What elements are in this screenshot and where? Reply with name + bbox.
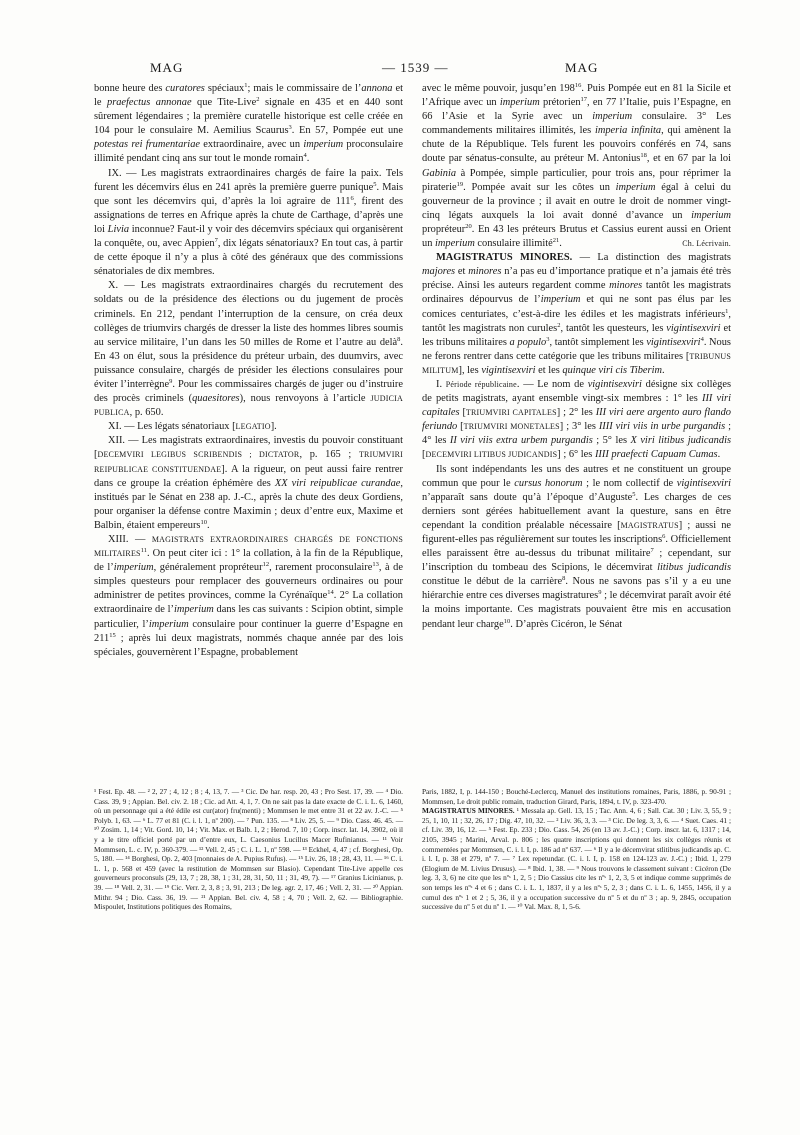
running-head [0, 60, 800, 80]
paragraph-cursus: Ils sont indépendants les uns des autres et ne constituent un groupe commun que pour le cursus honorum ; le nom collectif de vigintisexviri n’apparaît sans doute qu’à l’époque d’Auguste$^5$. Les charges de ces derniers sont gérées habituellement avant la questure, sans en être cependant la condition préalable nécessaire [MAGISTRATUS] ; aussi ne figurent-elles pas régulièrement sur toutes les inscriptions$^6$. Officiellement elles paraissent être au-dessus du tribunat militaire$^7$ ; cependant, sur l’inscription du tombeau des Scipions, le décemvirat litibus judicandis constitue le début de la carrière$^8$. Nous ne savons pas s’il y a eu une hiérarchie entre ces diverses magistratures$^9$ ; le décemvirat paraît avoir été la moins importante. Ces magistrats pouvaient être mis en accusation pendant leur charge$^{10}$. D’après Cicéron, le Sénat [422, 463, 732, 630]
section-xi: XI. — Les légats sénatoriaux [LEGATIO]. [108, 421, 277, 433]
cross-ref-legatio: LEGATIO [235, 422, 271, 432]
left-column [94, 82, 403, 660]
subsection-heading: Période républicaine [445, 379, 517, 389]
section-xii: XII. — Les magistrats extraordinaires, investis du pouvoir constituant [DECEMVIRI LEGIBUS SCRIBENDIS ; DICTATOR, p. 165 ; TRIUMVIRI REIPUBLICAE CONSTITUENDAE]. A la rigueur, on peut aussi faire rentrer dans ce groupe la création éphémère des XX viri reipublicae curandae, institués par le Sénat en 238 ap. J.-C., après la chute des deux Gordiens, pour organiser la défense contre Maximin ; deux d’entre eux, Maxime et Balbin, étaient empereurs$^{10}$. [94, 435, 403, 531]
footnotes-right [422, 787, 731, 912]
section-xiii-heading: MAGISTRATS EXTRAORDINAIRES CHARGÉS DE FONCTIONS MILITAIRES [94, 535, 404, 559]
author-signature: Ch. Lécrivain. [682, 239, 731, 249]
cross-ref-triumviri: TRIUMVIRI REIPUBLICAE CONSTITUENDAE [94, 450, 403, 474]
section-xiii: XIII. — MAGISTRATS EXTRAORDINAIRES CHARGÉS DE FONCTIONS MILITAIRES$^{11}$. On peut citer ici : 1° la collation, à la fin de la République, de l’imperium, généralement propréteur$^{12}$, rarement proconsulaire$^{13}$, à de simples questeurs pour remplacer des gouverneurs ordinaires ou pour administrer de petites provinces, comme la Cyrénaïque$^{14}$. 2° La collation extraordinaire de l’imperium dans les cas suivants : Scipion obtint, simple particulier, l’imperium consulaire pour continuer la guerre d’Espagne en $211^{15}$ ; après lui deux magistrats, nommés chaque année par des lois spéciales, gouvernèrent l’Espagne, probablement [94, 534, 404, 658]
cross-ref-tribunus: TRIBUNUS MILITUM [422, 351, 731, 375]
paragraph-imperia: avec le même pouvoir, jusqu’en $198^{16}$. Puis Pompée eut en 81 la Sicile et l’Afrique avec un imperium prétorien$^{17}$, en 77 l’Italie, puis l’Espagne, en 66 l’Asie et la Syrie avec un imperium consulaire. 3° Les commandements militaires illimités, les imperia infinita, qui amènent la chute de la République. Tels furent les pouvoirs conférés en 74, sans doute par sénatus-consulte, au préteur M. Antonius$^{18}$, et en 67 par la loi Gabinia à Pompée, simple particulier, pour trois ans, pour réprimer la piraterie$^{19}$. Pompée avait sur les côtes un imperium égal à celui du gouverneur de la province ; il avait en outre le droit de nommer vingt-cinq légats auxquels la loi avait donné d’avance un imperium propréteur$^{20}$. En 43 les préteurs Brutus et Cassius eurent aussi en Orient un imperium consulaire illimité$^{21}$. Ch. Lécrivain. [422, 82, 731, 251]
footnotes-left-text: ¹ Fest. Ep. 48. — ² 2, 27 ; 4, 12 ; 8 ; 4, 13, 7. — ³ Cic. De har. resp. 20, 43 ; Pro Sest. 17, 39. — ⁴ Dio. Cass. 39, 9 ; Appian. Bel. civ. 2. 18 ; Cic. ad Att. 4, 1, 7. On ne sait pas la date exacte de C. i. L. 6, 1460, où un personnage qui a été édile est cur(ator) fru(menti) ; Mommsen le met entre 31 et 22 av. J.-C. — ⁵ Polyb. 1, 63. — ⁶ L. 77 et 81 (C. i. l. 1, nº 200). — ⁷ Pun. 135. — ⁸ Liv. 25, 5. — ⁹ Dio. Cass. 46. 45. — ¹⁰ Zosim. 1, 14 ; Vit. Gord. 10, 14 ; Vit. Max. et Balb. 1, 2 ; Herod. 7, 10 ; Corp. inscr. lat. 14, 3902, où il y a le titre officiel porté par un d’entre eux, L. Caesonius Lucillus Macer Rufinianus. — ¹¹ Voir Mommsen, L. c. IV, p. 360-379. — ¹² Vell. 2, 45 ; C. i. L. 1, nº 598. — ¹³ Eckhel, 4, 47 ; cf. Borghesi, Op. 5, 180. — ¹⁴ Borghesi, Op. 2, 403 [monnaies de A. Pupius Rufus). — ¹⁵ Liv. 26, 18 ; 28, 43, 11. — ¹⁶ C. i. L. 1, p. 568 et 459 (avec la restitution de Mommsen sur Blasio). Cependant Tite-Live appelle ces gouverneurs proconsuls (29, 13, 7 ; 28, 38, 1 ; 31, 28, 31, 50, 11 ; 31, 49, 7). — ¹⁷ Granius Licinianus, p. 39. — ¹⁸ Vell. 2, 31. — ¹⁹ Cic. Verr. 2, 3, 8 ; 3, 91, 213 ; De leg. agr. 2, 17, 46 ; Vell. 2, 31. — ²⁰ Appian. Mithr. 94 ; Dio. Cass. 36, 19. — ²¹ Appian. Bel. civ. 4, 58 ; 4, 70 ; Vell. 2, 62. — Bibliographie. Mispoulet, Institutions politiques des Romains, [94, 787, 403, 912]
cross-ref-decemviri: DECEMVIRI LEGIBUS SCRIBENDIS ; DICTATOR [97, 450, 300, 460]
footnotes-right-bibliography: Paris, 1882, I, p. 144-150 ; Bouché-Leclercq, Manuel des institutions romaines, Paris, 1886, p. 90-91 ; Mommsen, Le droit public romain, traduction Girard, Paris, 1894, t. IV, p. 323-470. [422, 787, 731, 806]
header-left-word: MAG [150, 60, 184, 75]
footnotes-left [94, 787, 403, 912]
entry-magistratus-minores: MAGISTRATUS MINORES. — La distinction des magistrats majores et minores n’a pas eu d’importance pratique et n’a jamais été très précise. Ainsi les auteurs regardent comme minores tantôt les magistrats ordinaires dépourvus de l’imperium et qui ne sont pas élus par les comices centuriates, c’est-à-dire les édiles et les magistrats inférieurs$^1$, tantôt les magistrats non curules$^2$, tantôt les questeurs, les vigintisexviri et les tribuns militaires a populo$^3$, tantôt simplement les vigintisexviri$^4$. Nous ne ferons rentrer dans cette catégorie que les tribuns militaires [TRIBUNUS MILITUM], les vigintisexviri et les quinque viri cis Tiberim. [422, 252, 731, 376]
cross-ref-judicia-publica: JUDICIA PUBLICA [94, 394, 403, 418]
section-ix: IX. — Les magistrats extraordinaires chargés de faire la paix. Tels furent les décemvirs élus en 241 après la première guerre punique$^5$. Mais que sont les décemvirs qui, d’après la loi agraire de $111^6$, firent des assignations de terres en Afrique après la chute de Carthage, d’après une loi Livia inconnue? Faut-il y voir des décemvirs spéciaux qui organisèrent la conquête, ou, avec Appien$^7$, dix légats sénatoriaux? En tout cas, à partir de cette époque il n’y a plus à côté des généraux que des commissions sénatoriales de dix membres. [94, 167, 403, 278]
section-periode-republicaine: I. Période républicaine. — Le nom de vigintisexviri désigne six collèges de petits magistrats, ayant ensemble vingt-six membres : 1° les III viri capitales [TRIUMVIRI CAPITALES] ; 2° les III viri aere argento auro flando feriundo [TRIUMVIRI MONETALES] ; 3° les IIII viri viis in urbe purgandis ; 4° les II viri viis extra urbem purgandis ; 5° les X viri litibus judicandis [DECEMVIRI LITIBUS JUDICANDIS] ; 6° les IIII praefecti Capuam Cumas. [422, 378, 731, 461]
section-x: X. — Les magistrats extraordinaires chargés du recrutement des soldats ou de la présidence des élections ou du jugement de procès criminels. En 212, pendant l’interruption de la censure, on créa deux collèges de triumvirs chargés de dresser la liste des hommes libres soumis au service militaire, l’un dans les 50 milles de Rome et l’autre au delà$^8$. En 43 on élut, sous la présidence du préteur urbain, des duumvirs, avec puissance consulaire, chargés de présider les élections consulaires pour éviter l’interrègne$^9$. Pour les commissaires chargés de juger ou d’instruire des procès criminels (quaesitores), nous renvoyons à l’article JUDICIA PUBLICA, p. 650. [94, 280, 403, 419]
paragraph-curatores: bonne heure des curatores spéciaux$^1$; mais le commissaire de l’annona et le praefectus annonae que Tite-Live$^2$ signale en 435 et en 440 sont sûrement légendaires ; la première curatelle historique est celle créée en 104 pour le consulaire M. Aemilius Scaurus$^3$. En 57, Pompée eut une potestas rei frumentariae extraordinaire, avec un imperium proconsulaire illimité pendant cinq ans sur tout le monde romain$^4$. [94, 82, 404, 165]
header-right-word: MAG [565, 60, 599, 75]
right-column [422, 82, 731, 632]
page-number: — 1539 — [382, 60, 449, 75]
footnotes-right-minores: MAGISTRATUS MINORES. ¹ Messala ap. Gell. 13, 15 ; Tac. Ann. 4, 6 ; Sall. Cat. 30 ; Liv. 3, 55, 9 ; 25, 1, 10, 11 ; 32, 26, 17 ; Dig. 47, 10, 32. — ² Liv. 36, 3, 3. — ³ Cic. De leg. 3, 3, 6. — ⁴ Suet. Caes. 41 ; cf. Liv. 39, 16, 12. — ⁵ Fest. Ep. 233 ; Dio. Cass. 54, 26 (en 13 av. J.-C.) ; Corp. inscr. lat. 6, 1317 ; 14, 2105, 3945 ; Marini, Arval. p. 806 ; les quatre inscriptions qui donnent les six collèges réunis et commentées par Mommsen, C. i. l. I, p. 186 ad nº 637. — ⁶ Il y a le décemvirat stlitibus judicandis ap. C. i. l. I, p. 38 et 279, nº 7. — ⁷ Lex repetundar. (C. i. l. I, p. 158 en 124-123 av. J.-C.) ; Ibid. 1, 279 (Elogium de M. Livius Drusus). — ⁸ Ibid. 1, 38. — ⁹ Nous trouvons le classement suivant : Cicéron (De leg. 3, 3, 6) ne cite que les nºˢ 1, 2, 5 ; Dio Cassius cite les nºˢ 1, 2, 3, 5 et indique comme supprimés de son temps les nºˢ 4 et 6 ; dans C. i. L. 1, 1837, il y a les nºˢ 5, 2, 3 ; dans C. i. L. 6, 1455, 1456, il y a cumul des nºˢ 1 et 2 ; 5, 36, il y a occupation successive du nº 5 et du nº 3 ; ap. 9, 2845, occupation successive du nº 5 et du nº 1. — ¹⁰ Val. Max. 8, 1, 5-6. [422, 806, 731, 912]
entry-headword: MAGISTRATUS MINORES. [436, 252, 573, 264]
